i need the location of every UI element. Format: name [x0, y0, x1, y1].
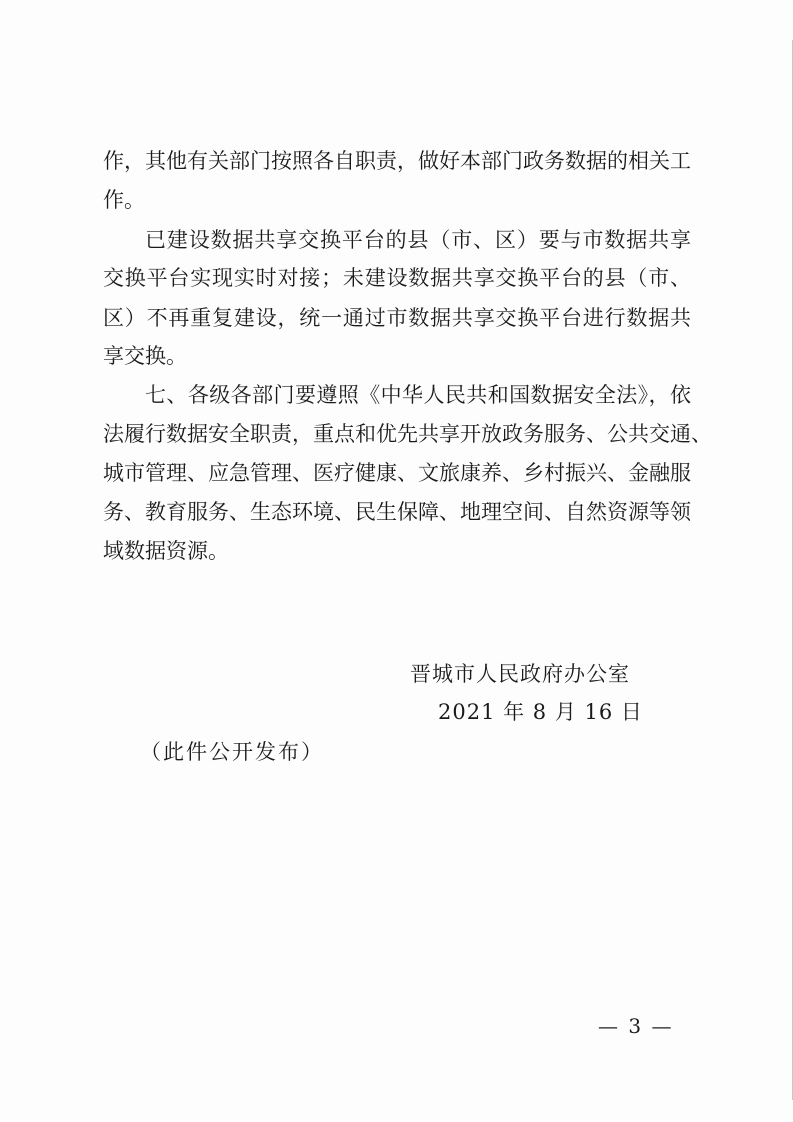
- body-line: 作，其他有关部门按照各自职责，做好本部门政务数据的相关工: [103, 149, 691, 173]
- body-line: 务、教育服务、生态环境、民生保障、地理空间、自然资源等领: [103, 500, 691, 524]
- body-line: 享交换。: [103, 344, 187, 368]
- body-line: 域数据资源。: [103, 539, 229, 563]
- signature-organization: 晋城市人民政府办公室: [410, 662, 630, 686]
- body-line: 法履行数据安全职责，重点和优先共享开放政务服务、公共交通、: [103, 422, 712, 446]
- body-line: 区）不再重复建设，统一通过市数据共享交换平台进行数据共: [103, 306, 691, 330]
- signature-date: 2021 年 8 月 16 日: [438, 700, 643, 724]
- body-line: 交换平台实现实时对接；未建设数据共享交换平台的县（市、: [103, 266, 691, 290]
- publication-note: （此件公开发布）: [140, 740, 324, 764]
- page-number: — 3 —: [598, 1014, 674, 1038]
- body-line: 作。: [103, 188, 145, 212]
- body-line: 已建设数据共享交换平台的县（市、区）要与市数据共享: [145, 228, 691, 252]
- body-line: 七、各级各部门要遵照《中华人民共和国数据安全法》，依: [145, 383, 691, 407]
- body-line: 城市管理、应急管理、医疗健康、文旅康养、乡村振兴、金融服: [103, 461, 691, 485]
